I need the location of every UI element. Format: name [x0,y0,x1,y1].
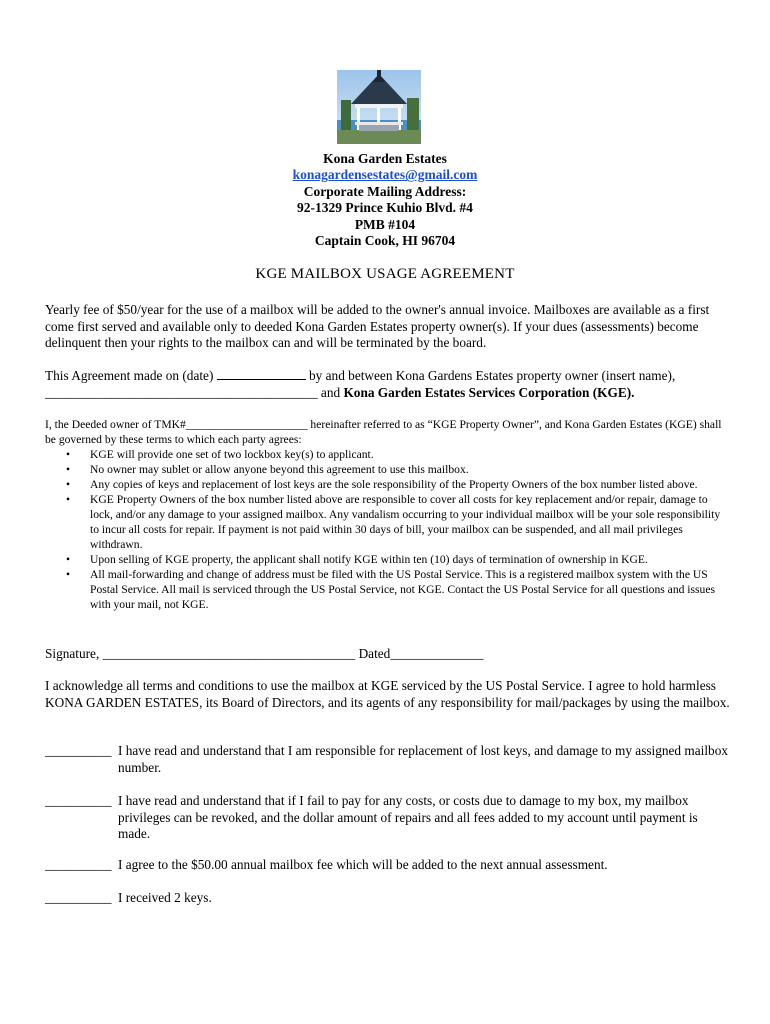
list-item: • All mail-forwarding and change of address must be filed with the US Postal Service. This is a registered mailbox system with the US Postal Service. All mail is serviced through the US Postal Service, not KGE. Contact the US Postal Service for all questions and issues with your mail, not KGE. [66,568,716,611]
document-title: KGE MAILBOX USAGE AGREEMENT [255,266,515,282]
agreement-text-3: and [317,384,344,400]
initial-checkbox-row [45,857,730,874]
initial-blank[interactable]: __________ [45,890,112,905]
intro-paragraph: Yearly fee of $50/year for the use of a mailbox will be added to the owner's annual invoice. Mailboxes are available as a first come first served and available only to deeded Kona Garden Estates property owner(s). If your dues (assessments) become delinquent then your rights to the mailbox can and will be terminated by the board. [45,302,710,351]
kge-party-name: Kona Garden Estates Services Corporation (KGE). [343,384,635,400]
tmk-paragraph: I, the Deeded owner of TMK#_____________________ hereinafter referred to as “KGE Property Owner”, and Kona Garden Estates (KGE) shall be governed by these terms to which each party agrees: [45,418,722,446]
initial-statement: I have read and understand that I am responsible for replacement of lost keys, and damage to my assigned mailbox number. [118,743,728,775]
letterhead [0,151,770,249]
email-link[interactable]: konagardensestates@gmail.com [292,167,478,183]
initial-checkbox-row [45,890,730,907]
list-item: • Any copies of keys and replacement of lost keys are the sole responsibility of the Property Owners of the box number listed above. [66,478,698,491]
org-name: Kona Garden Estates [323,151,447,166]
initial-statement: I agree to the $50.00 annual mailbox fee which will be added to the next annual assessment. [118,857,608,872]
list-item: • Upon selling of KGE property, the applicant shall notify KGE within ten (10) days of termination of ownership in KGE. [66,553,648,566]
initial-blank[interactable]: __________ [45,793,112,808]
initial-blank[interactable]: __________ [45,743,112,758]
initial-checkbox-row [45,743,730,776]
owner-name-blank[interactable]: _________________________________________ [45,384,318,400]
address-line-2: PMB #104 [354,216,416,232]
list-item: • No owner may sublet or allow anyone beyond this agreement to use this mailbox. [66,463,469,476]
address-line-3: Captain Cook, HI 96704 [314,233,456,249]
bullet-icon: • [66,568,71,581]
bullet-icon: • [66,463,71,476]
signature-line[interactable]: Signature, ______________________________________ Dated______________ [45,646,484,661]
bullet-icon: • [66,493,71,506]
bullet-icon: • [66,553,71,566]
initial-blank[interactable]: __________ [45,857,112,872]
agreement-paragraph [45,368,730,401]
date-blank[interactable] [217,368,306,380]
agreement-text-2: by and between Kona Gardens Estates property owner (insert name), [305,368,676,383]
address-line-1: 92-1329 Prince Kuhio Blvd. #4 [297,200,473,216]
initial-statement: I received 2 keys. [118,890,212,905]
list-item: • KGE Property Owners of the box number listed above are responsible to cover all costs for key replacement and/or repair, damage to lock, and/or any damage to your assigned mailbox. Any vandalism occurring to your individual mailbox will be your sole responsibility to incur all costs for repair. If payment is not paid within 30 days of bill, your mailbox can be suspended, and all mail privileges withdrawn. [66,493,721,551]
agreement-text-1: This Agreement made on (date) [45,368,217,383]
gazebo-photo-icon [337,70,421,144]
bullet-icon: • [66,478,71,491]
terms-list [45,447,730,612]
list-item: • KGE will provide one set of two lockbox key(s) to applicant. [66,448,374,461]
initial-statement: I have read and understand that if I fail to pay for any costs, or costs due to damage to my box, my mailbox privileges can be revoked, and the dollar amount of repairs and all fees added to my account until payment is made. [118,793,698,842]
mailing-label: Corporate Mailing Address: [303,183,467,199]
acknowledgement-paragraph: I acknowledge all terms and conditions to use the mailbox at KGE serviced by the US Postal Service. I agree to hold harmless KONA GARDEN ESTATES, its Board of Directors, and its agents of any responsibility for mail/packages by using the mailbox. [45,678,730,710]
bullet-icon: • [66,448,71,461]
initial-checkbox-row [45,793,730,843]
